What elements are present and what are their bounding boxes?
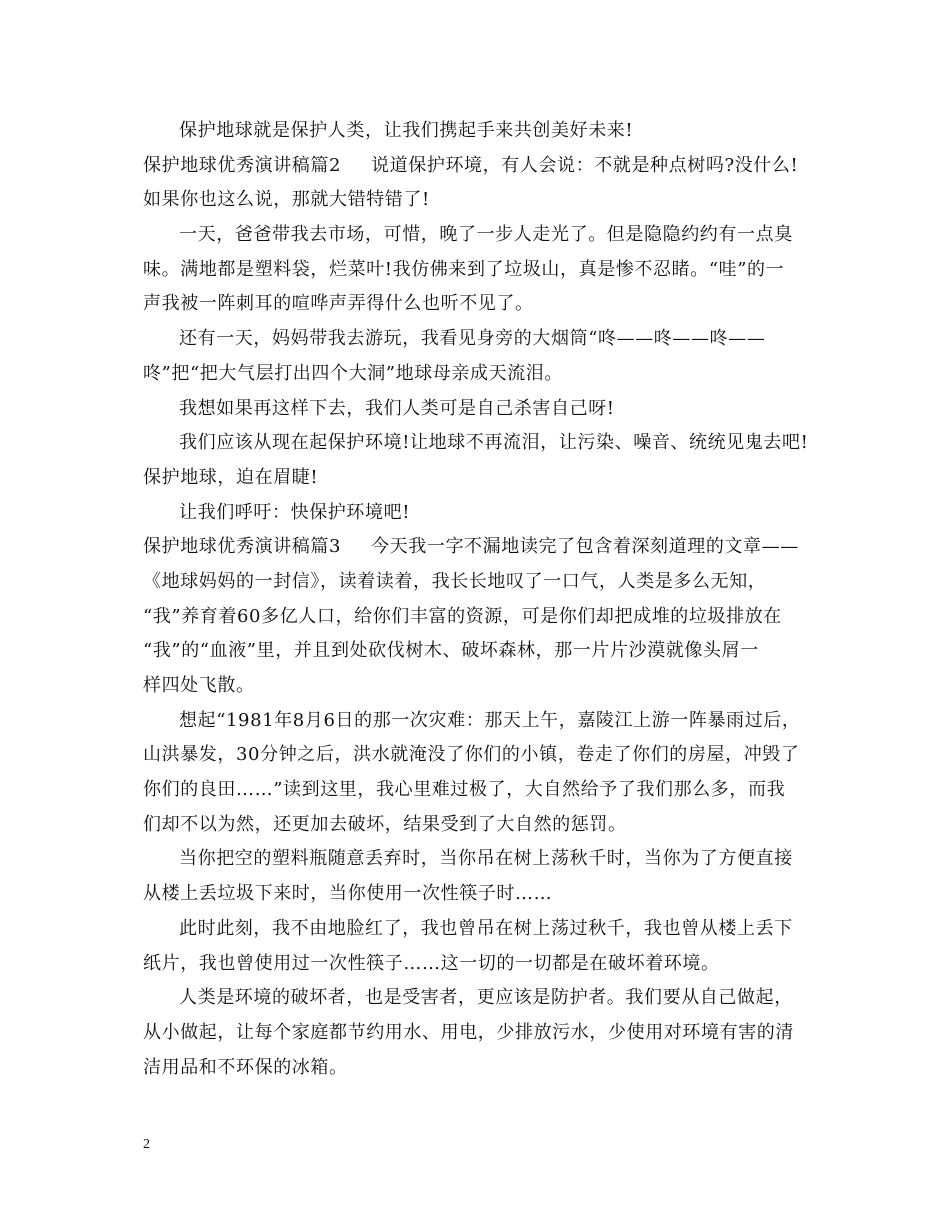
paragraph-line: “我”的“血液”里，并且到处砍伐树木、破坏森林，那一片片沙漠就像头屑一 [143,640,759,662]
paragraph-line: 咚”把“把大气层打出四个大洞”地球母亲成天流泪。 [143,362,564,384]
paragraph-line: 如果你也这么说，那就大错特错了! [143,189,430,211]
paragraph-text: 今天我一字不漏地读完了包含着深刻道理的文章—— [371,536,799,558]
paragraph-line: 洁用品和不环保的冰箱。 [143,1056,348,1078]
paragraph-line: 一天，爸爸带我去市场，可惜，晚了一步人走光了。但是隐隐约约有一点臭 [179,224,793,246]
paragraph-line: 山洪暴发，30分钟之后，洪水就淹没了你们的小镇，卷走了你们的房屋，冲毁了 [143,744,800,766]
paragraph-line: 还有一天，妈妈带我去游玩，我看见身旁的大烟筒“咚——咚——咚—— [179,328,766,350]
section-heading-line [143,530,815,565]
paragraph-line: 我们应该从现在起保护环境!让地球不再流泪，让污染、噪音、统统见鬼去吧! [179,432,809,454]
paragraph-line: 保护地球，迫在眉睫! [143,466,319,488]
paragraph-line: 想起“1981年8月6日的那一次灾难：那天上午，嘉陵江上游一阵暴雨过后， [179,709,801,731]
paragraph-line: 们却不以为然，还更加去破坏，结果受到了大自然的惩罚。 [143,813,627,835]
paragraph-line: 纸片，我也曾使用过一次性筷子……这一切的一切都是在破坏着环境。 [143,952,720,974]
paragraph-line: 样四处飞散。 [143,675,255,696]
paragraph-line: “我”养育着60多亿人口，给你们丰富的资源，可是你们却把成堆的垃圾排放在 [143,605,782,627]
paragraph-line: 声我被一阵刺耳的喧哗声弄得什么也听不见了。 [143,293,534,315]
section-heading: 保护地球优秀演讲稿篇3 [143,536,342,558]
paragraph-line: 人类是环境的破坏者，也是受害者，更应该是防护者。我们要从自己做起， [179,987,793,1009]
section-heading-line [143,149,815,184]
paragraph-line: 味。满地都是塑料袋，烂菜叶!我仿佛来到了垃圾山，真是惨不忍睹。“哇”的一 [143,258,785,280]
paragraph-line: 从楼上丢垃圾下来时，当你使用一次性筷子时…… [143,883,553,905]
paragraph-line: 《地球妈妈的一封信》，读着读着，我长长地叹了一口气，人类是多么无知， [143,570,767,592]
paragraph-line: 你们的良田……”读到这里，我心里难过极了，大自然给予了我们那么多，而我 [143,779,786,801]
paragraph-line: 让我们呼吁：快保护环境吧! [179,501,411,523]
paragraph-line: 保护地球就是保护人类，让我们携起手来共创美好未来! [179,120,634,141]
section-heading: 保护地球优秀演讲稿篇2 [143,154,342,176]
paragraph-line: 从小做起，让每个家庭都节约用水、用电，少排放污水，少使用对环境有害的清 [143,1021,794,1043]
paragraph-text: 说道保护环境，有人会说：不就是种点树吗?没什么! [371,154,799,176]
paragraph-line: 我想如果再这样下去，我们人类可是自己杀害自己呀! [179,397,615,419]
page-number: 2 [143,1137,150,1152]
paragraph-line: 当你把空的塑料瓶随意丢弃时，当你吊在树上荡秋千时，当你为了方便直接 [179,848,793,870]
paragraph-line: 此时此刻，我不由地脸红了，我也曾吊在树上荡过秋千，我也曾从楼上丢下 [179,917,793,939]
body-text [143,114,815,1085]
